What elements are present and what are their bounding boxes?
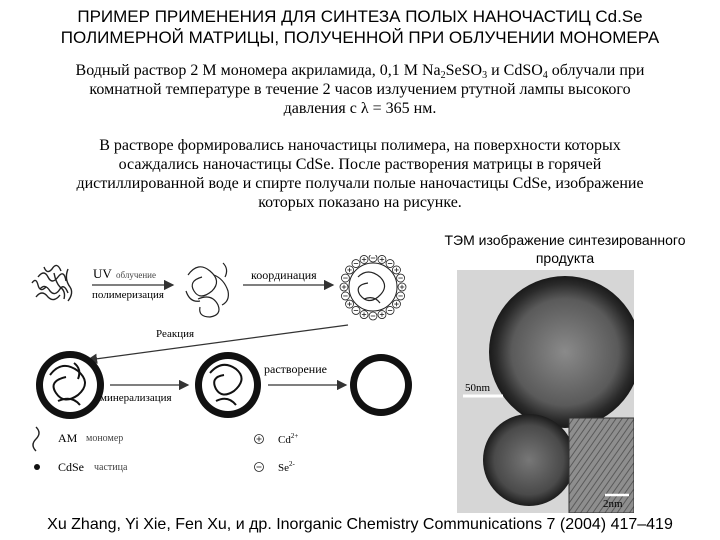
tem-caption	[420, 231, 710, 267]
dissolution-label: растворение	[264, 362, 327, 376]
tem-caption-line-1: ТЭМ изображение синтезированного	[444, 232, 686, 248]
text-fragment: SeSO	[445, 62, 483, 79]
paragraph-synthesis	[30, 61, 690, 118]
reaction-label: Реакция	[156, 328, 195, 340]
coordinated-particle-icon	[349, 263, 397, 311]
hollow-sphere-small	[483, 414, 575, 506]
composite-particle-icon	[36, 351, 104, 419]
scale-label-main: 50nm	[465, 382, 491, 394]
paragraph-result	[30, 136, 690, 212]
slide-title	[0, 6, 720, 48]
citation: Xu Zhang, Yi Xie, Fen Xu, и др. Inorganic Chemistry Communications 7 (2004) 417–419	[47, 516, 673, 533]
text-fragment: и CdSO	[487, 62, 543, 79]
legend-cdse: CdSe	[58, 460, 85, 474]
monomer-legend-icon	[33, 427, 39, 451]
irradiation-label: облучение	[116, 270, 156, 280]
legend-cd-ion: $Cd^{2+}$	[278, 432, 299, 446]
cdse-legend-icon	[34, 464, 40, 470]
ion-icon	[369, 255, 377, 262]
polymer-network-icon	[186, 263, 228, 317]
title-line-2: ПОЛИМЕРНОЙ МАТРИЦЫ, ПОЛУЧЕННОЙ ПРИ ОБЛУЧЕНИИ МОНОМЕРА	[60, 28, 660, 47]
mineralized-particle-icon	[195, 352, 261, 418]
paragraph-2-line-2: осаждались наночастицы CdSe. После растворения матрицы в горячей	[118, 156, 602, 173]
legend-particle: частица	[94, 462, 128, 473]
hrtem-inset	[569, 418, 634, 513]
subscript: 2	[440, 70, 446, 81]
tem-caption-line-2: продукта	[535, 250, 595, 266]
mineralization-label: минерализация	[100, 392, 172, 404]
legend-am: AM	[58, 431, 78, 445]
subscript: 4	[542, 70, 548, 81]
paragraph-2-line-4: которых показано на рисунке.	[258, 194, 462, 211]
subscript: 3	[482, 70, 488, 81]
paragraph-2-line-3: дистиллированной воде и спирте получали полые наночастицы CdSe, изображение	[76, 175, 644, 192]
scale-label-inset: 2nm	[603, 498, 623, 510]
paragraph-1-line-1	[30, 61, 690, 80]
hollow-sphere-large	[489, 276, 634, 428]
uv-label: UV	[93, 266, 112, 281]
legend-monomer: мономер	[86, 433, 124, 444]
text-fragment: Водный раствор 2 М мономера акриламида, 0,1 М Na	[75, 62, 441, 79]
tem-image	[457, 270, 634, 513]
paragraph-1-line-3: давления с λ = 365 нм.	[283, 100, 437, 117]
legend-se-ion: $Se^{2-}$	[278, 460, 295, 474]
hollow-particle-icon	[350, 354, 412, 416]
polymerization-label: полимеризация	[92, 289, 164, 301]
title-line-1: ПРИМЕР ПРИМЕНЕНИЯ ДЛЯ СИНТЕЗА ПОЛЫХ НАНОЧАСТИЦ Cd.Se	[77, 7, 643, 26]
text-fragment: облучали при	[547, 62, 645, 79]
se-ion-legend-icon	[255, 463, 264, 472]
coordination-label: координация	[251, 268, 317, 282]
cd-ion-legend-icon	[255, 435, 264, 444]
synthesis-scheme	[28, 255, 428, 485]
paragraph-1-line-2: комнатной температуре в течение 2 часов излучением ртутной лампы высокого	[89, 81, 631, 98]
monomer-cluster-icon	[32, 265, 72, 301]
paragraph-2-line-1: В растворе формировались наночастицы полимера, на поверхности которых	[99, 137, 621, 154]
